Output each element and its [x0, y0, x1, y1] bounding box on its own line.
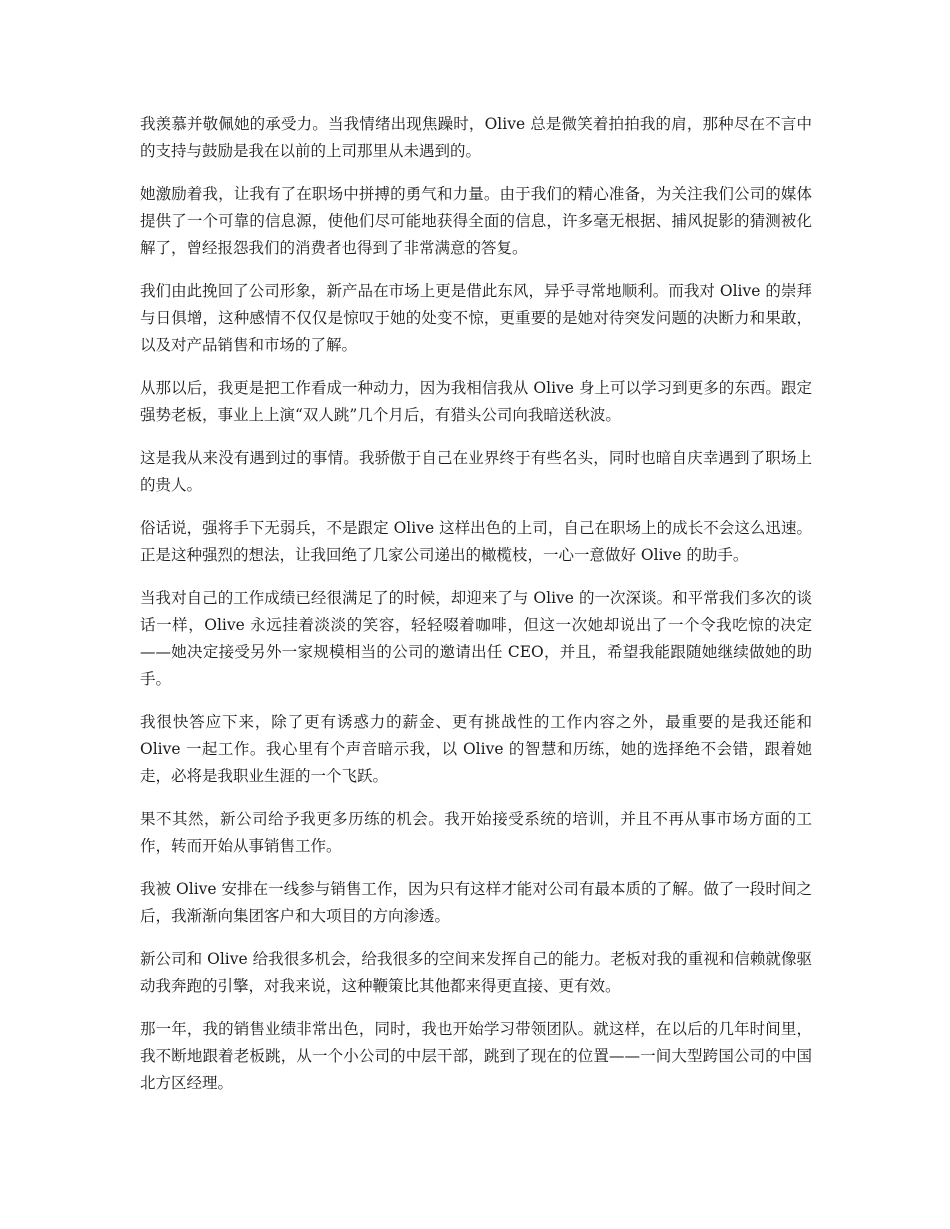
paragraph-1: 我羡慕并敬佩她的承受力。当我情绪出现焦躁时，Olive 总是微笑着拍拍我的肩，那种尽在不言中的支持与鼓励是我在以前的上司那里从未遇到的。 [140, 115, 812, 160]
paragraph-10: 我被 Olive 安排在一线参与销售工作，因为只有这样才能对公司有最本质的了解。做了一段时间之后，我渐渐向集团客户和大项目的方向渗透。 [140, 880, 812, 925]
paragraph-4: 从那以后，我更是把工作看成一种动力，因为我相信我从 Olive 身上可以学习到更多的东西。跟定强势老板，事业上上演“双人跳”几个月后，有猎头公司向我暗送秋波。 [140, 379, 812, 424]
paragraph-3: 我们由此挽回了公司形象，新产品在市场上更是借此东风，异乎寻常地顺利。而我对 Olive 的崇拜与日俱增，这种感情不仅仅是惊叹于她的处变不惊，更重要的是她对待突发问题的决断力和果敢，以及对产品销售和市场的了解。 [140, 282, 812, 354]
paragraph-8: 我很快答应下来，除了更有诱惑力的薪金、更有挑战性的工作内容之外，最重要的是我还能和 Olive 一起工作。我心里有个声音暗示我，以 Olive 的智慧和历练，她的选择绝不会错，跟着她走，必将是我职业生涯的一个飞跃。 [140, 713, 812, 785]
paragraph-12: 那一年，我的销售业绩非常出色，同时，我也开始学习带领团队。就这样，在以后的几年时间里，我不断地跟着老板跳，从一个小公司的中层干部，跳到了现在的位置——一间大型跨国公司的中国北方区经理。 [140, 1020, 812, 1092]
document-page [140, 111, 812, 1113]
paragraph-9: 果不其然，新公司给予我更多历练的机会。我开始接受系统的培训，并且不再从事市场方面的工作，转而开始从事销售工作。 [140, 810, 812, 855]
paragraph-2: 她激励着我，让我有了在职场中拼搏的勇气和力量。由于我们的精心准备，为关注我们公司的媒体提供了一个可靠的信息源，使他们尽可能地获得全面的信息，许多毫无根据、捕风捉影的猜测被化解了，曾经报怨我们的消费者也得到了非常满意的答复。 [140, 185, 812, 257]
paragraph-11: 新公司和 Olive 给我很多机会，给我很多的空间来发挥自己的能力。老板对我的重视和信赖就像驱动我奔跑的引擎，对我来说，这种鞭策比其他都来得更直接、更有效。 [140, 950, 812, 995]
paragraph-6: 俗话说，强将手下无弱兵，不是跟定 Olive 这样出色的上司，自己在职场上的成长不会这么迅速。正是这种强烈的想法，让我回绝了几家公司递出的橄榄枝，一心一意做好 Olive 的助手。 [140, 519, 812, 564]
paragraph-7: 当我对自己的工作成绩已经很满足了的时候，却迎来了与 Olive 的一次深谈。和平常我们多次的谈话一样，Olive 永远挂着淡淡的笑容，轻轻啜着咖啡，但这一次她却说出了一个令我吃惊的决定——她决定接受另外一家规模相当的公司的邀请出任 CEO，并且，希望我能跟随她继续做她的助手。 [140, 589, 812, 688]
paragraph-5: 这是我从来没有遇到过的事情。我骄傲于自己在业界终于有些名头，同时也暗自庆幸遇到了职场上的贵人。 [140, 449, 812, 494]
